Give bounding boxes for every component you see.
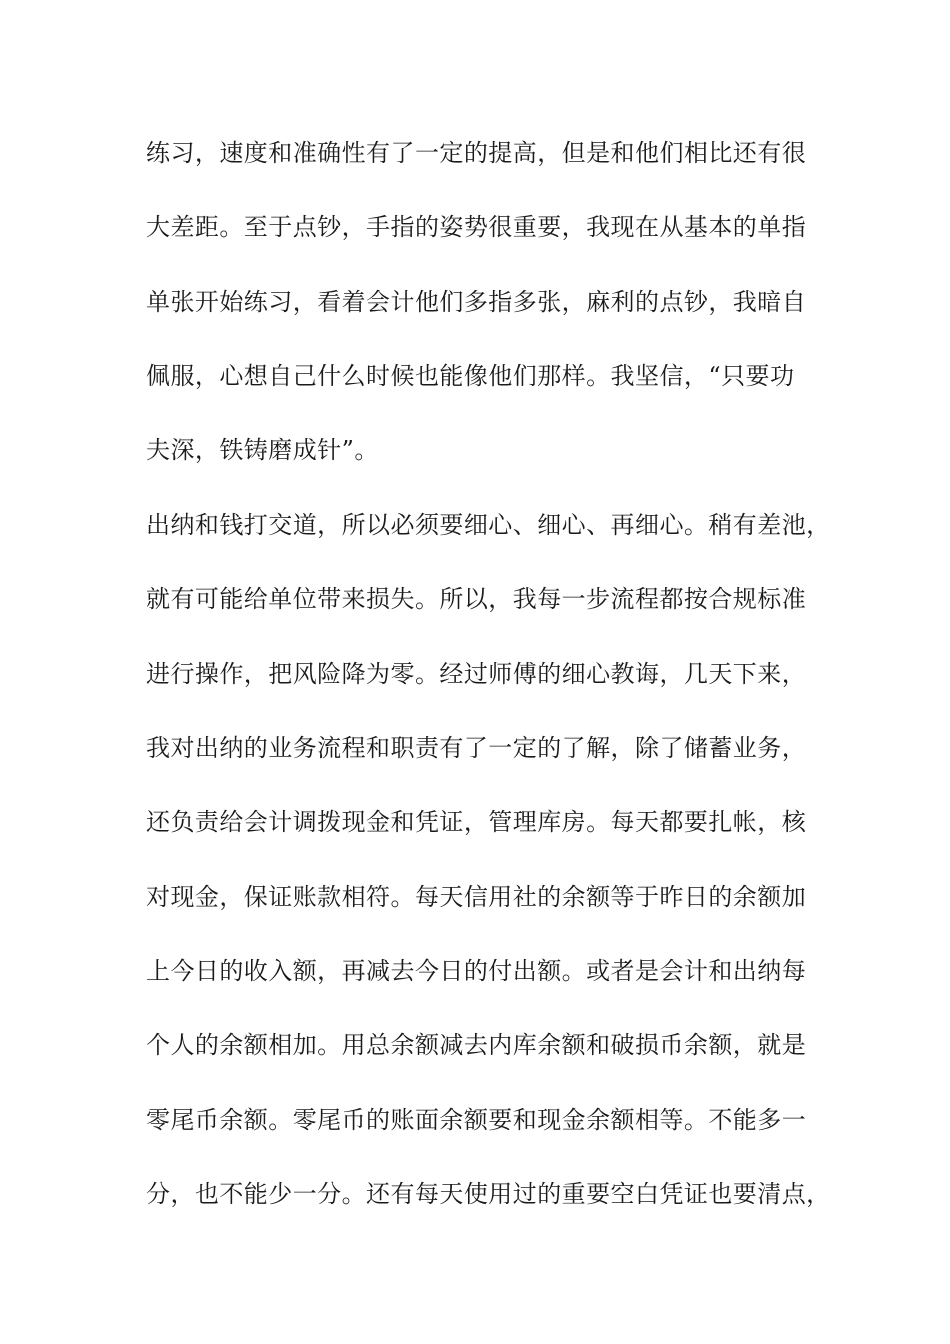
text-line: 还负责给会计调拨现金和凭证，管理库房。每天都要扎帐，核 bbox=[146, 808, 807, 836]
text-line: 上今日的收入额，再减去今日的付出额。或者是会计和出纳每 bbox=[146, 957, 807, 985]
text-line: 佩服，心想自己什么时候也能像他们那样。我坚信，“只要功 bbox=[146, 362, 795, 390]
text-line: 练习，速度和准确性有了一定的提高，但是和他们相比还有很 bbox=[146, 139, 807, 167]
text-line: 对现金，保证账款相符。每天信用社的余额等于昨日的余额加 bbox=[146, 883, 807, 911]
text-line: 分，也不能少一分。还有每天使用过的重要空白凭证也要清点， bbox=[146, 1180, 831, 1208]
text-line: 进行操作，把风险降为零。经过师傅的细心教诲，几天下来， bbox=[146, 660, 807, 688]
text-line: 零尾币余额。零尾币的账面余额要和现金余额相等。不能多一 bbox=[146, 1106, 807, 1134]
text-line: 单张开始练习，看着会计他们多指多张，麻利的点钞，我暗自 bbox=[146, 288, 807, 316]
text-line: 个人的余额相加。用总余额减去内库余额和破损币余额，就是 bbox=[146, 1031, 807, 1059]
text-line: 大差距。至于点钞，手指的姿势很重要，我现在从基本的单指 bbox=[146, 213, 807, 241]
text-line: 出纳和钱打交道，所以必须要细心、细心、再细心。稍有差池， bbox=[146, 511, 831, 539]
text-line: 我对出纳的业务流程和职责有了一定的了解，除了储蓄业务， bbox=[146, 734, 807, 762]
text-line: 夫深，铁铸磨成针”。 bbox=[146, 436, 379, 464]
text-line: 就有可能给单位带来损失。所以，我每一步流程都按合规标准 bbox=[146, 585, 807, 613]
